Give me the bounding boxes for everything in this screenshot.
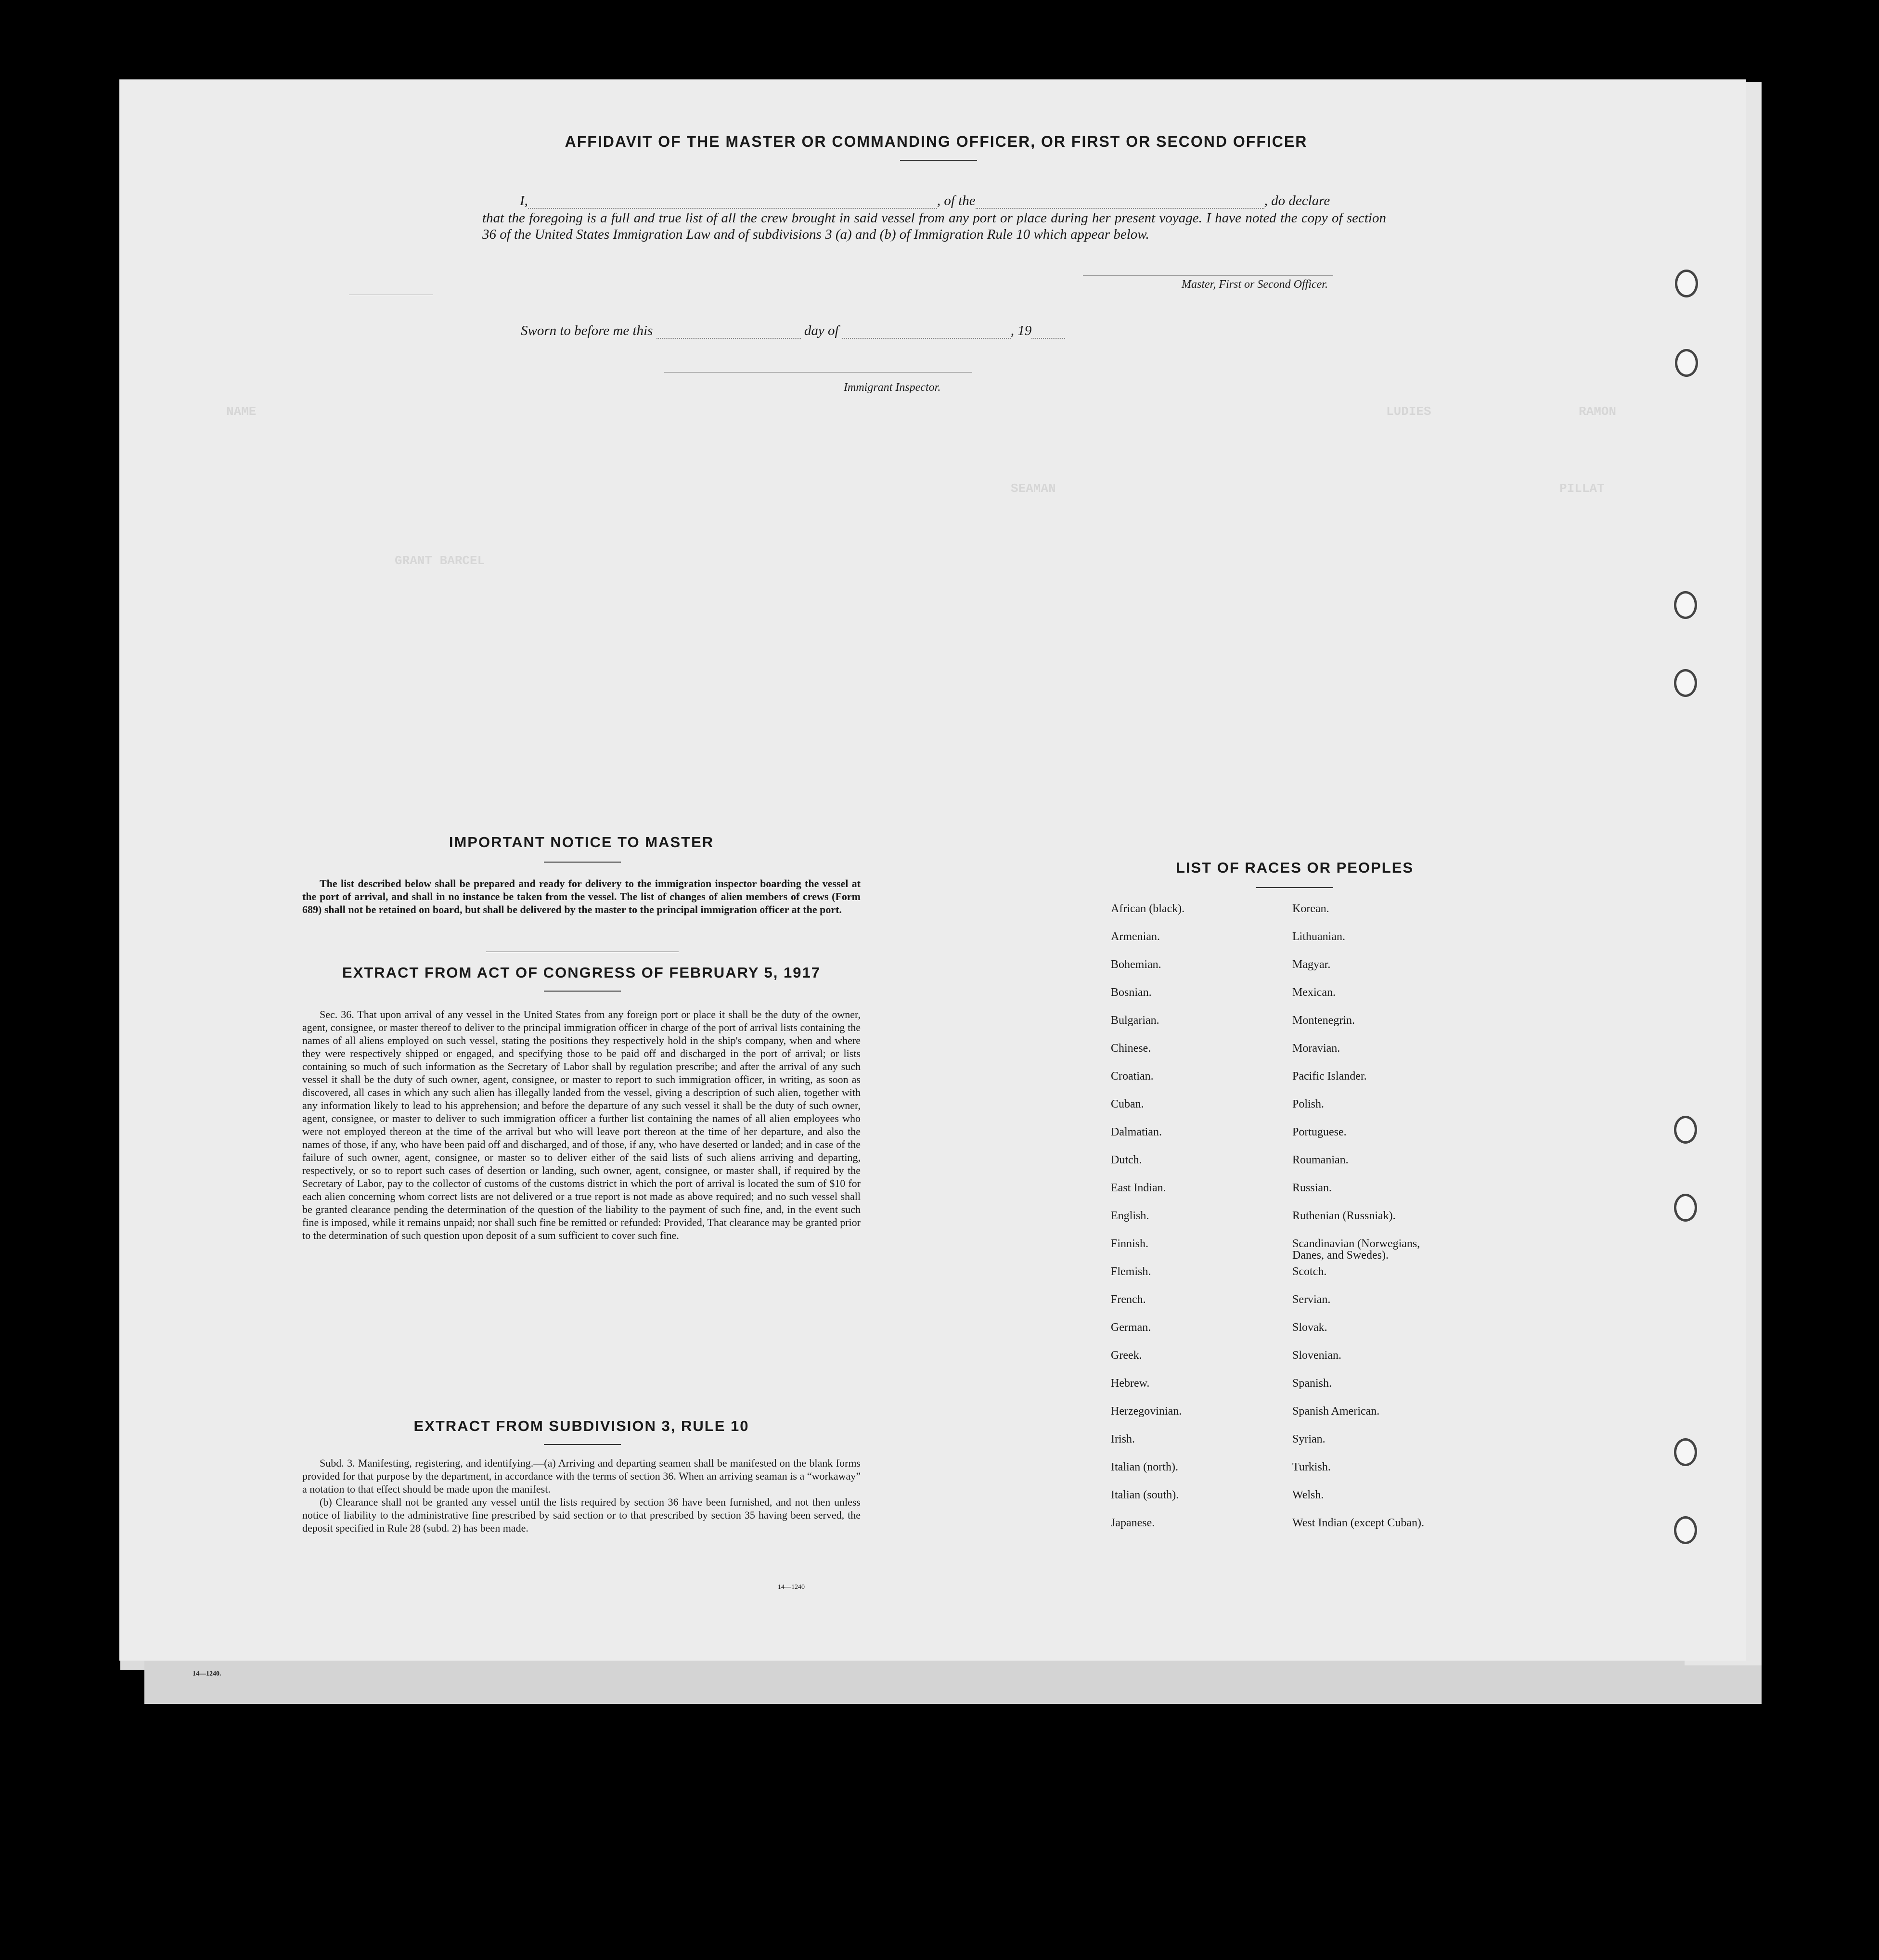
act-paragraph: Sec. 36. That upon arrival of any vessel in the United States from any foreign port or place it shall be the duty of the owner, agent, consignee, or master thereof to deliver to the principal immigration officer in charge of the port of arrival lists containing the names of all aliens employed on such vessel, stating the positions they respectively hold in the ship's company, when and where they were respectively shipped or engaged, and specifying those to be paid off and discharged in the port of arrival; or lists containing so much of such information as the Secretary of Labor shall by regulation prescribe; and after the arrival of any such vessel it shall be the duty of such owner, agent, consignee, or master to report to such immigration officer, in writing, as soon as discovered, all cases in which any such alien has illegally landed from the vessel, giving a description of such alien, together with any information likely to lead to his apprehension; and before the departure of any such vessel it shall be the duty of such owner, agent, consignee, or master to deliver to such immigration officer a further list containing the names of all alien employees who were not employed thereon at the time of the arrival but who will leave port thereon at the time of her departure, and also the names of those, if any, who have been paid off and discharged, and of those, if any, who have deserted or landed; and in case of the failure of such owner, agent, consignee, or master so to deliver either of the said lists of such aliens arriving and departing, respectively, or so to report such cases of desertion or landing, such owner, agent, consignee, or master shall, if required by the Secretary of Labor, pay to the collector of customs of the customs district in which the port of arrival is located the sum of $10 for each alien concerning whom correct lists are not delivered or a true report is not made as above required; and no such vessel shall be granted clearance pending the determination of the question of the liability to the payment of such fine, and, in the event such fine is imposed, while it remains unpaid; nor shall such fine be remitted or refunded: Provided, That clearance may be granted prior to the determination of such question upon deposit of a sum sufficient to cover such fine. bbox=[302, 1008, 861, 1241]
bleed-through-ghost: NAME bbox=[226, 404, 257, 419]
affidavit-of-the: , of the bbox=[937, 193, 976, 208]
race-item: Polish. bbox=[1292, 1098, 1325, 1110]
race-item: Russian. bbox=[1292, 1182, 1332, 1194]
punch-hole bbox=[1675, 270, 1698, 297]
punch-hole bbox=[1674, 669, 1697, 697]
bleed-through-ghost: GRANT BARCEL bbox=[395, 554, 485, 568]
act-extract-text bbox=[302, 1008, 861, 1242]
sworn-label: Sworn to before me this bbox=[521, 323, 653, 338]
race-item: Italian (north). bbox=[1111, 1461, 1178, 1473]
race-item: Lithuanian. bbox=[1292, 930, 1345, 943]
rule-rule bbox=[544, 1444, 621, 1445]
rule-paragraph-a: Subd. 3. Manifesting, registering, and identifying.—(a) Arriving and departing seamen shall be manifested on the blank forms provided for that purpose by the department, in accordance with the terms of section 36. When an arriving seaman is a “workaway” a notation to that effect should be made upon the manifest. bbox=[302, 1457, 861, 1495]
race-item: Pacific Islander. bbox=[1292, 1070, 1367, 1083]
races-rule bbox=[1256, 887, 1333, 888]
race-item: Servian. bbox=[1292, 1293, 1331, 1306]
race-item: Turkish. bbox=[1292, 1461, 1331, 1473]
race-item: Italian (south). bbox=[1111, 1489, 1179, 1501]
sworn-day-blank bbox=[656, 326, 801, 339]
races-title: LIST OF RACES OR PEOPLES bbox=[1175, 859, 1414, 876]
day-of-label: day of bbox=[804, 323, 839, 338]
race-item: Cuban. bbox=[1111, 1098, 1144, 1110]
race-item: Korean. bbox=[1292, 903, 1329, 915]
race-item: Bohemian. bbox=[1111, 958, 1161, 971]
race-item: Dutch. bbox=[1111, 1154, 1142, 1166]
race-item: Finnish. bbox=[1111, 1238, 1149, 1250]
affidavit-do-declare: , do declare bbox=[1264, 193, 1330, 208]
master-signature-line bbox=[1083, 275, 1333, 276]
bleed-through-ghost: RAMON bbox=[1579, 404, 1617, 419]
race-item: Greek. bbox=[1111, 1349, 1142, 1362]
race-item: Irish. bbox=[1111, 1433, 1135, 1445]
race-item: Slovak. bbox=[1292, 1321, 1327, 1334]
sworn-year-blank bbox=[1031, 326, 1065, 339]
affidavit-i: I, bbox=[520, 193, 528, 208]
title-rule bbox=[900, 160, 977, 161]
race-item: Montenegrin. bbox=[1292, 1014, 1355, 1027]
race-item: Scandinavian (Norwegians, Danes, and Swedes). bbox=[1292, 1238, 1420, 1262]
race-item: English. bbox=[1111, 1210, 1149, 1222]
notice-text bbox=[302, 877, 861, 916]
punch-hole bbox=[1674, 1516, 1697, 1544]
race-item: Ruthenian (Russniak). bbox=[1292, 1210, 1396, 1222]
rule-extract-title: EXTRACT FROM SUBDIVISION 3, RULE 10 bbox=[413, 1418, 749, 1434]
rule-paragraph-b: (b) Clearance shall not be granted any vessel until the lists required by section 36 have been furnished, and not then unless notice of liability to the administrative fine prescribed by said section or to that prescribed by section 35 having been served, the deposit specified in Rule 28 (subd. 2) has been made. bbox=[302, 1496, 861, 1534]
race-item: Herzegovinian. bbox=[1111, 1405, 1182, 1418]
punch-hole bbox=[1674, 1438, 1697, 1466]
punch-hole bbox=[1674, 591, 1697, 619]
form-number-edge: 14—1240. bbox=[193, 1670, 221, 1677]
bleed-through-ghost: SEAMAN bbox=[1011, 481, 1056, 496]
race-item: German. bbox=[1111, 1321, 1151, 1334]
race-item: Dalmatian. bbox=[1111, 1126, 1162, 1138]
race-item: Welsh. bbox=[1292, 1489, 1324, 1501]
act-rule bbox=[544, 991, 621, 992]
rule-extract-text bbox=[302, 1457, 861, 1534]
form-number: 14—1240 bbox=[778, 1584, 805, 1591]
race-item: Bosnian. bbox=[1111, 986, 1152, 999]
punch-hole bbox=[1674, 1194, 1697, 1222]
year-label: , 19 bbox=[1010, 323, 1032, 338]
vessel-blank bbox=[976, 196, 1264, 209]
bleed-through-ghost: LUDIES bbox=[1386, 404, 1431, 419]
race-item: Croatian. bbox=[1111, 1070, 1154, 1083]
bleed-through-ghost: PILLAT bbox=[1559, 481, 1605, 496]
race-item: African (black). bbox=[1111, 903, 1185, 915]
inspector-signature-line bbox=[664, 372, 972, 373]
race-item: Japanese. bbox=[1111, 1517, 1155, 1529]
affidavit-line-1 bbox=[520, 193, 1386, 209]
affidavit-title: AFFIDAVIT OF THE MASTER OR COMMANDING OFFICER, OR FIRST OR SECOND OFFICER bbox=[565, 133, 1308, 150]
notice-title: IMPORTANT NOTICE TO MASTER bbox=[449, 834, 714, 851]
race-item: West Indian (except Cuban). bbox=[1292, 1517, 1424, 1529]
race-item: Hebrew. bbox=[1111, 1377, 1150, 1390]
master-label: Master, First or Second Officer. bbox=[1182, 278, 1328, 291]
race-item: Flemish. bbox=[1111, 1265, 1151, 1278]
race-item: Magyar. bbox=[1292, 958, 1331, 971]
race-item: Slovenian. bbox=[1292, 1349, 1341, 1362]
race-item: French. bbox=[1111, 1293, 1146, 1306]
sworn-line bbox=[521, 322, 1146, 339]
race-item: Bulgarian. bbox=[1111, 1014, 1159, 1027]
race-item: East Indian. bbox=[1111, 1182, 1166, 1194]
race-item: Moravian. bbox=[1292, 1042, 1340, 1055]
act-extract-title: EXTRACT FROM ACT OF CONGRESS OF FEBRUARY 5, 1917 bbox=[342, 964, 821, 981]
race-item: Spanish American. bbox=[1292, 1405, 1380, 1418]
race-item: Spanish. bbox=[1292, 1377, 1332, 1390]
race-item: Chinese. bbox=[1111, 1042, 1151, 1055]
punch-hole bbox=[1674, 1116, 1697, 1144]
race-item: Syrian. bbox=[1292, 1433, 1326, 1445]
punch-hole bbox=[1675, 349, 1698, 377]
affidavit-text: that the foregoing is a full and true list of all the crew brought in said vessel from any port or place during her present voyage. I have noted the copy of section 36 of the United States Immigration Law and of subdivisions 3 (a) and (b) of Immigration Rule 10 which appear below. bbox=[482, 210, 1386, 242]
sworn-month-blank bbox=[842, 326, 1011, 339]
race-item: Roumanian. bbox=[1292, 1154, 1349, 1166]
notice-rule bbox=[544, 862, 621, 863]
notice-paragraph: The list described below shall be prepared and ready for delivery to the immigration inspector boarding the vessel at the port of arrival, and shall in no instance be taken from the vessel. The list of changes of alien members of crews (Form 689) shall not be retained on board, but shall be delivered by the master to the principal immigration officer at the port. bbox=[302, 877, 861, 916]
inspector-label: Immigrant Inspector. bbox=[844, 381, 941, 394]
race-item: Scotch. bbox=[1292, 1265, 1327, 1278]
race-item: Armenian. bbox=[1111, 930, 1160, 943]
race-item: Mexican. bbox=[1292, 986, 1336, 999]
name-blank bbox=[528, 196, 937, 209]
race-item: Portuguese. bbox=[1292, 1126, 1347, 1138]
